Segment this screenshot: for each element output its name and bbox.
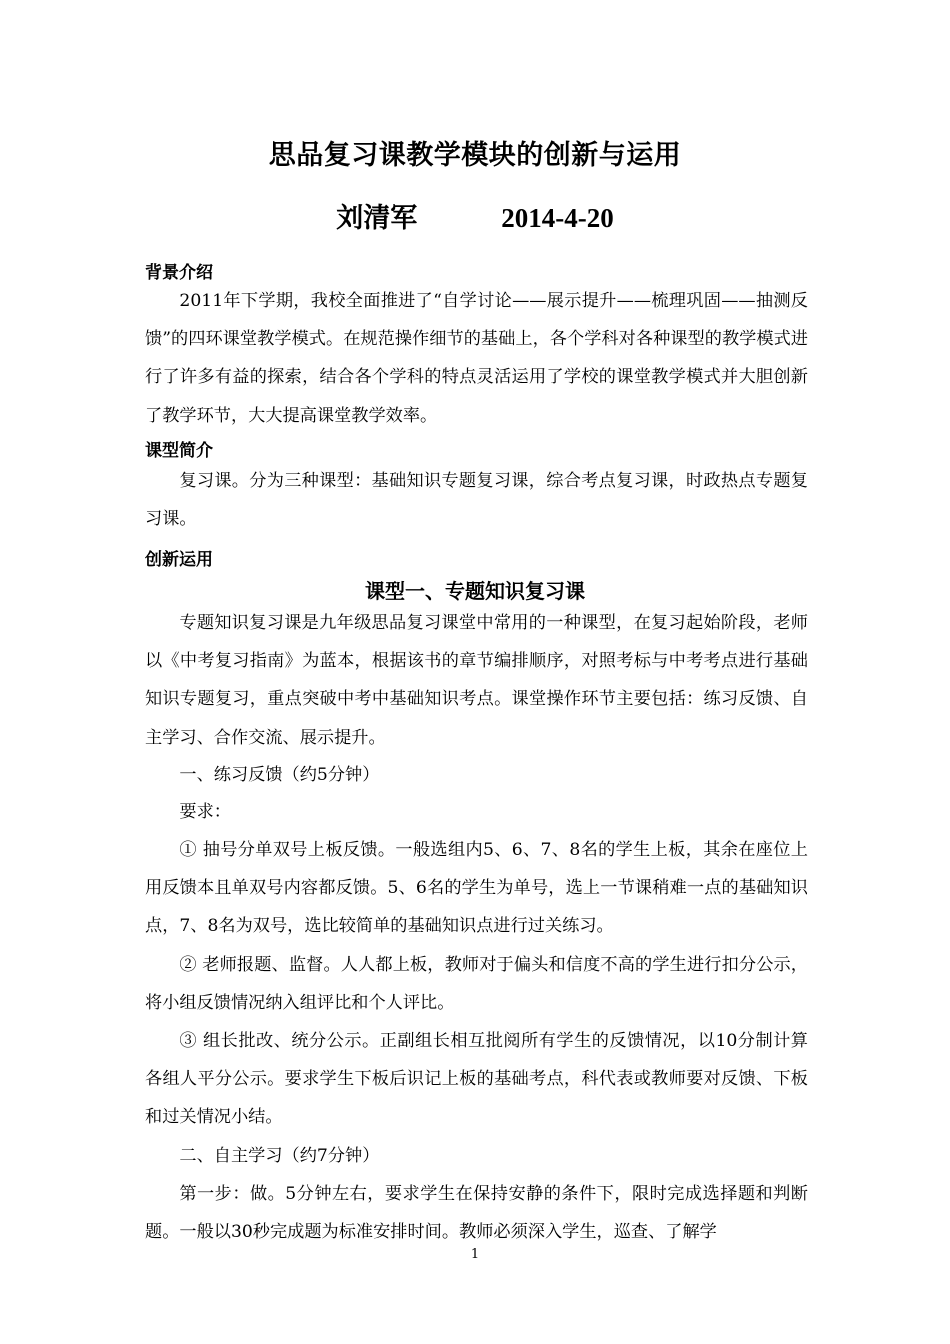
step2-title: 二、自主学习（约7分钟）: [179, 1146, 380, 1166]
lesson-intro-paragraph: 专题知识复习课是九年级思品复习课堂中常用的一种课型，在复习起始阶段，老师以《中考复习指南》为蓝本，根据该书的章节编排顺序，对照考标与中考考点进行基础知识专题复习，重点突破中考中基础知识考点。课堂操作环节主要包括：练习反馈、自主学习、合作交流、展示提升。: [145, 613, 808, 748]
requirement-item-1: ① 抽号分单双号上板反馈。一般选组内5、6、7、8名的学生上板，其余在座位上用反馈本且单双号内容都反馈。5、6名的学生为单号，选上一节课稍难一点的基础知识点，7、8名为双号，选比较简单的基础知识点进行过关练习。: [145, 840, 808, 937]
author-name: 刘清军: [336, 203, 418, 234]
type-paragraph: 复习课。分为三种课型：基础知识专题复习课，综合考点复习课，时政热点专题复习课。: [145, 471, 808, 530]
innovation-heading: 创新运用: [145, 550, 213, 570]
document-date: 2014-4-20: [501, 203, 614, 233]
author-date-line: [0, 196, 950, 235]
lesson-type-title: 课型一、专题知识复习课: [365, 579, 585, 603]
requirement-label: 要求：: [179, 802, 231, 822]
requirement-item-2: ② 老师报题、监督。人人都上板，教师对于偏头和信度不高的学生进行扣分公示，将小组反馈情况纳入组评比和个人评比。: [145, 955, 808, 1014]
type-heading: 课型简介: [145, 441, 213, 461]
requirement-item-3: ③ 组长批改、统分公示。正副组长相互批阅所有学生的反馈情况，以10分制计算各组人平分公示。要求学生下板后识记上板的基础考点，科代表或教师要对反馈、下板和过关情况小结。: [145, 1031, 808, 1128]
background-paragraph: 2011年下学期，我校全面推进了“自学讨论——展示提升——梳理巩固——抽测反馈”的四环课堂教学模式。在规范操作细节的基础上，各个学科对各种课型的教学模式进行了许多有益的探索，结合各个学科的特点灵活运用了学校的课堂教学模式并大胆创新了教学环节，大大提高课堂教学效率。: [145, 291, 808, 426]
page-number: 1: [470, 1247, 480, 1262]
step2-paragraph: 第一步：做。5分钟左右，要求学生在保持安静的条件下，限时完成选择题和判断题。一般以30秒完成题为标准安排时间。教师必须深入学生，巡查、了解学: [145, 1184, 808, 1243]
background-heading: 背景介绍: [145, 263, 213, 283]
document-title: 思品复习课教学模块的创新与运用: [268, 140, 682, 171]
step1-title: 一、练习反馈（约5分钟）: [179, 765, 380, 785]
